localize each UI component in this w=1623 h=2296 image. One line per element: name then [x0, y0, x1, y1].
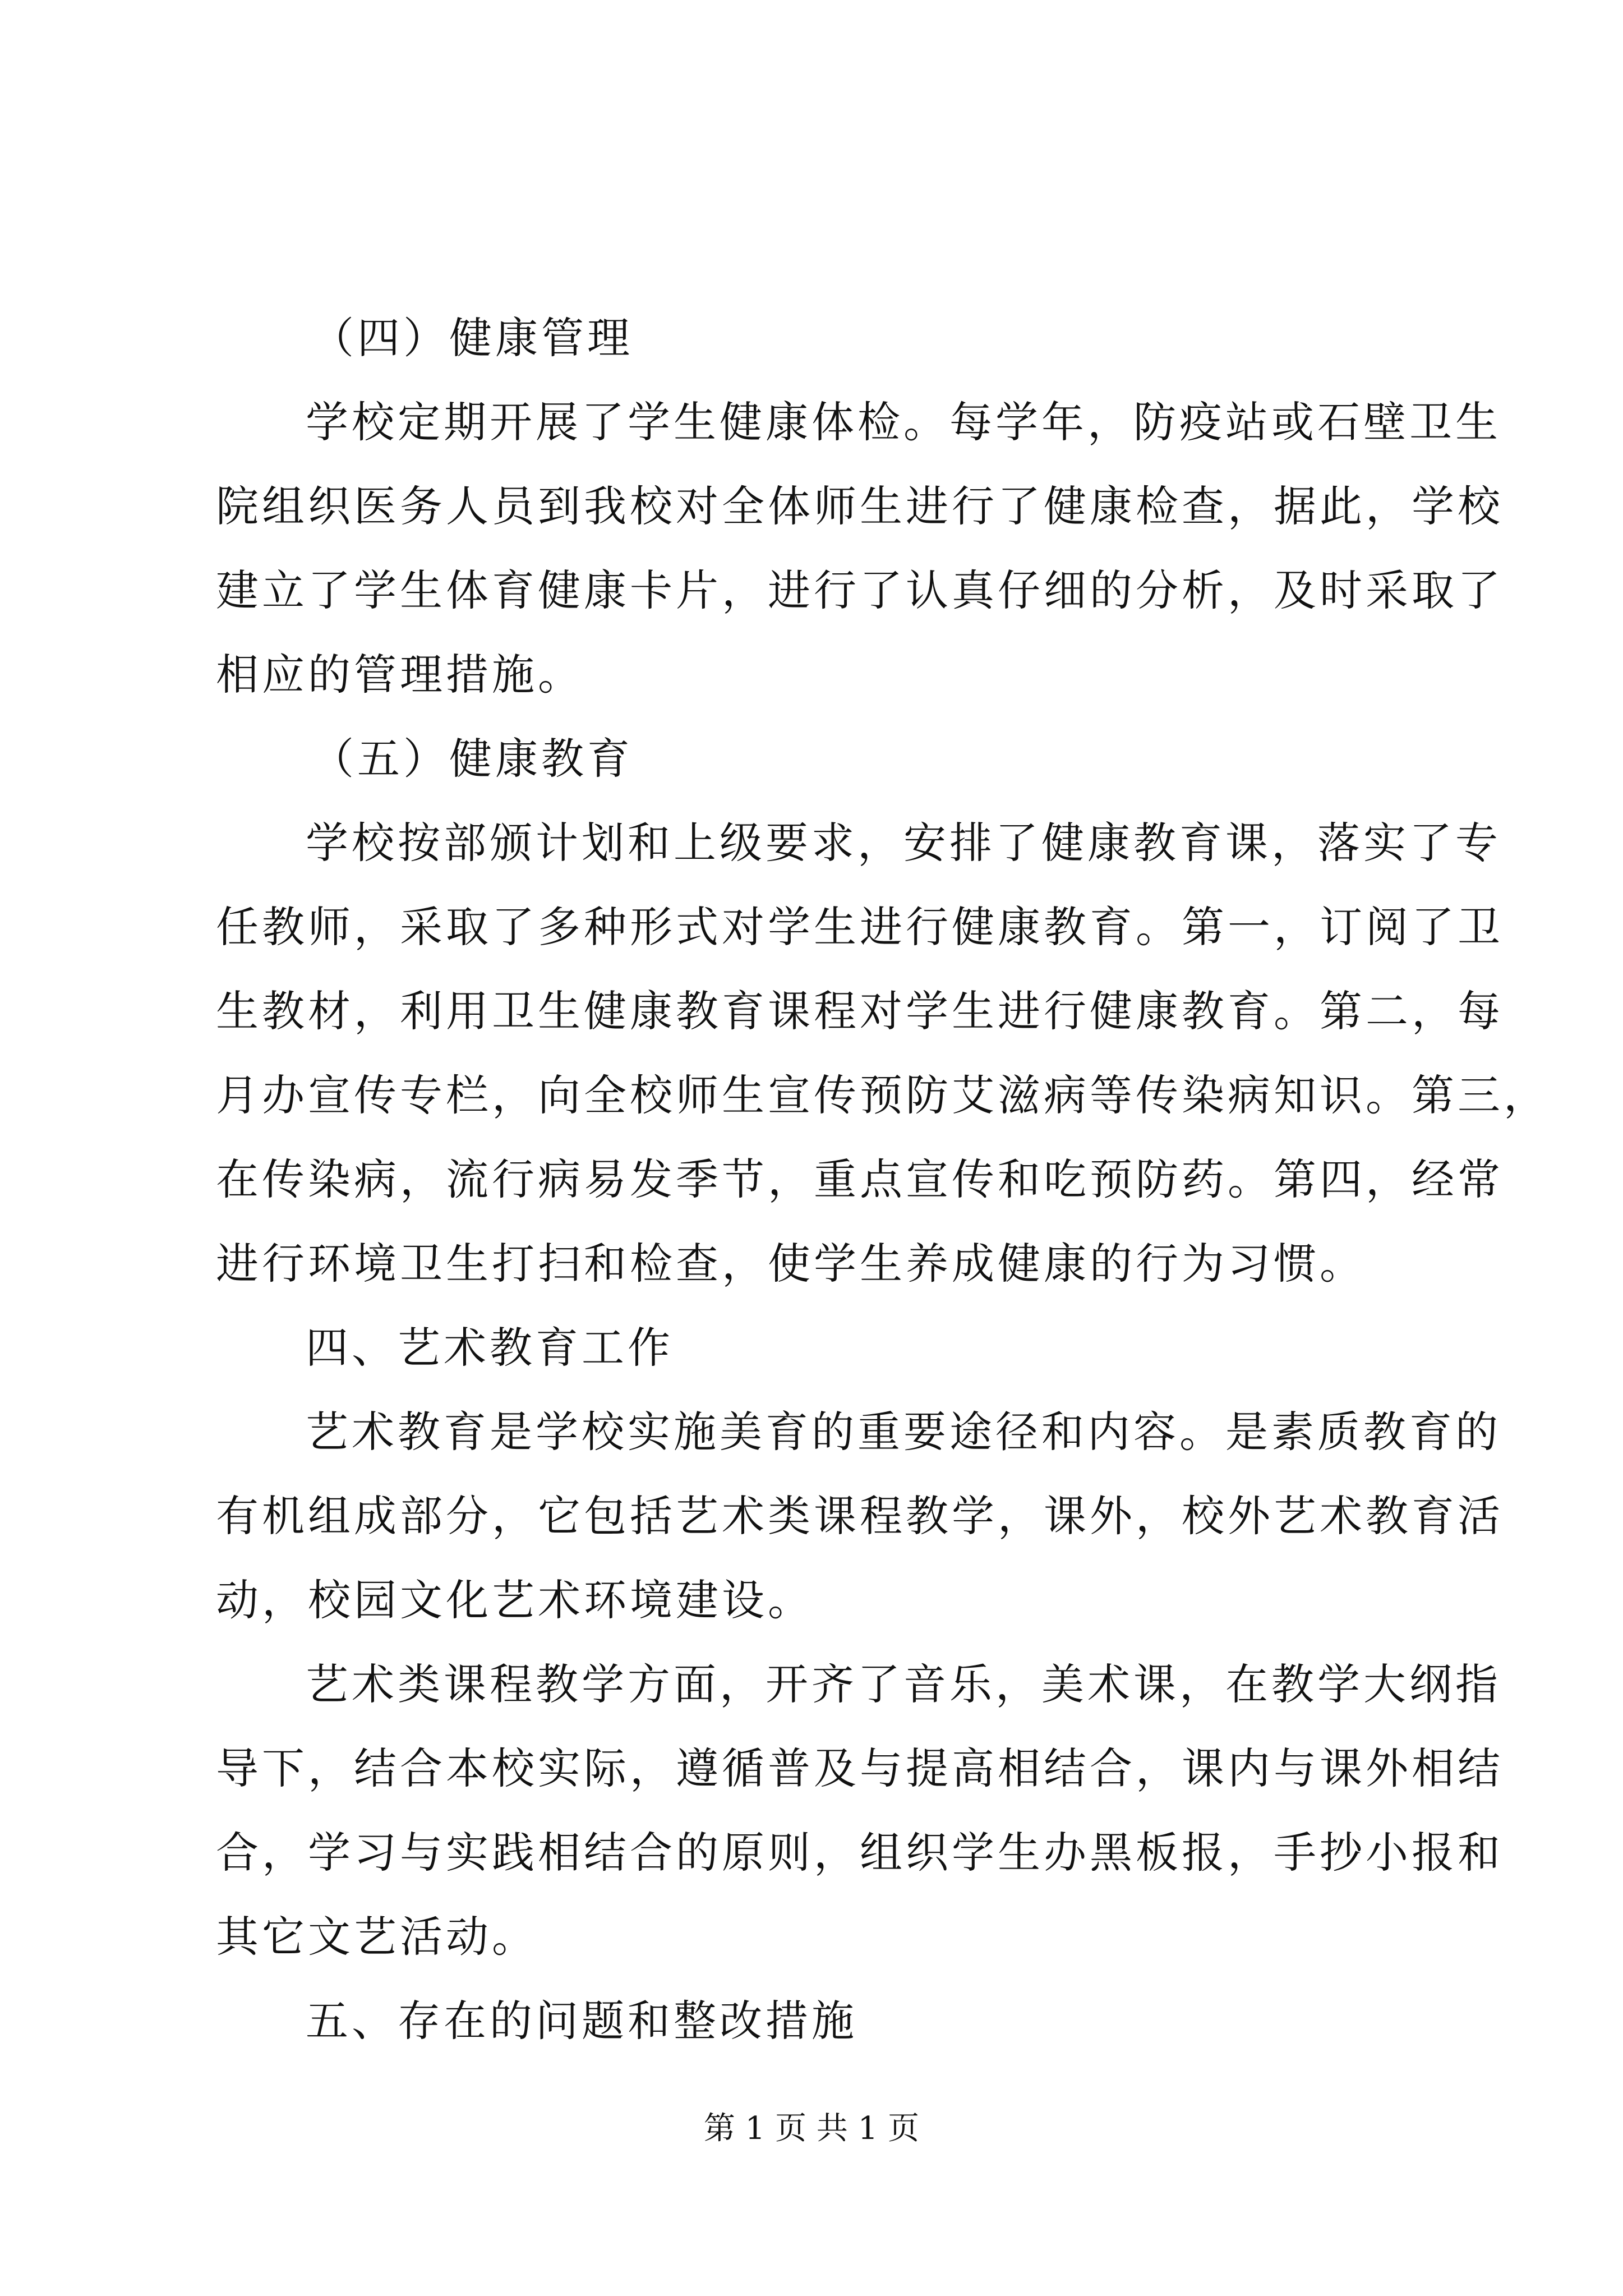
paragraph-line: 任教师，采取了多种形式对学生进行健康教育。第一，订阅了卫 [216, 902, 1504, 952]
paragraph-line: 生教材，利用卫生健康教育课程对学生进行健康教育。第二，每 [216, 986, 1504, 1036]
section-heading: （五）健康教育 [311, 734, 633, 784]
paragraph-line: 导下，结合本校实际，遵循普及与提高相结合，课内与课外相结 [216, 1743, 1504, 1793]
paragraph-line: 学校按部颁计划和上级要求，安排了健康教育课，落实了专 [306, 818, 1501, 868]
paragraph-line: 合，学习与实践相结合的原则，组织学生办黑板报，手抄小报和 [216, 1828, 1504, 1878]
paragraph-line: 动，校园文化艺术环境建设。 [216, 1575, 814, 1625]
paragraph-line: 建立了学生体育健康卡片，进行了认真仔细的分析，及时采取了 [216, 565, 1504, 615]
section-heading: 五、存在的问题和整改措施 [306, 1996, 857, 2046]
paragraph-line: 艺术类课程教学方面，开齐了音乐，美术课，在教学大纲指 [306, 1659, 1501, 1709]
section-heading: 四、艺术教育工作 [306, 1323, 674, 1373]
paragraph-line: 进行环境卫生打扫和检查，使学生养成健康的行为习惯。 [216, 1239, 1366, 1289]
paragraph-line: 相应的管理措施。 [216, 650, 584, 700]
paragraph-line: 艺术教育是学校实施美育的重要途径和内容。是素质教育的 [306, 1407, 1501, 1457]
paragraph-line: 院组织医务人员到我校对全体师生进行了健康检查，据此，学校 [216, 481, 1504, 531]
paragraph-line: 学校定期开展了学生健康体检。每学年，防疫站或石壁卫生 [306, 397, 1501, 447]
paragraph-line: 月办宣传专栏，向全校师生宣传预防艾滋病等传染病知识。第三， [216, 1070, 1550, 1120]
section-heading: （四）健康管理 [311, 313, 633, 363]
paragraph-line: 有机组成部分，它包括艺术类课程教学，课外，校外艺术教育活 [216, 1491, 1504, 1541]
paragraph-line: 在传染病，流行病易发季节，重点宣传和吃预防药。第四，经常 [216, 1154, 1504, 1204]
paragraph-line: 其它文艺活动。 [216, 1912, 538, 1962]
page-number-footer: 第 1 页 共 1 页 [703, 2110, 920, 2147]
